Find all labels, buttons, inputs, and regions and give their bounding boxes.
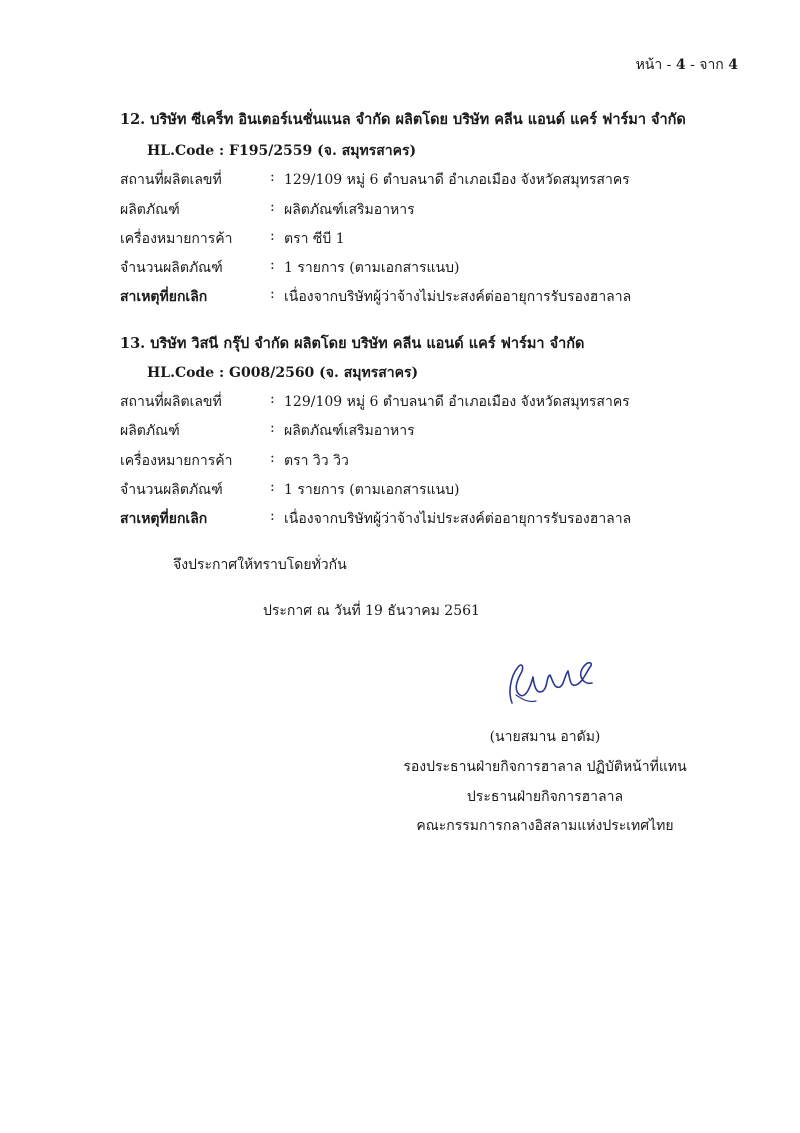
row-label: สาเหตุที่ยกเลิก	[120, 511, 208, 527]
row-value: 129/109 หมู่ 6 ตำบลนาดี อำเภอเมือง จังหวัดสมุทรสาคร	[284, 172, 630, 188]
row-label: เครื่องหมายการค้า	[120, 231, 233, 247]
row-value: 129/109 หมู่ 6 ตำบลนาดี อำเภอเมือง จังหวัดสมุทรสาคร	[284, 394, 630, 410]
page-number-total: 4	[728, 57, 738, 73]
page-number-current: 4	[675, 57, 686, 73]
row-value: 1 รายการ (ตามเอกสารแนบ)	[284, 260, 460, 276]
row-colon: :	[270, 286, 275, 302]
row-label: เครื่องหมายการค้า	[120, 453, 233, 469]
row-colon: :	[270, 169, 275, 185]
signatory-name: (นายสมาน อาดัม)	[489, 729, 601, 745]
row-value: เนื่องจากบริษัทผู้ว่าจ้างไม่ประสงค์ต่ออายุการรับรองฮาลาล	[284, 289, 632, 305]
section-12-hl-code: HL.Code : F195/2559 (จ. สมุทรสาคร)	[147, 143, 417, 159]
row-label: สถานที่ผลิตเลขที่	[120, 172, 222, 188]
page-number-middle: - จาก	[690, 57, 724, 73]
row-colon: :	[270, 228, 275, 244]
signatory-organization: คณะกรรมการกลางอิสลามแห่งประเทศไทย	[416, 818, 674, 834]
section-13-heading: 13. บริษัท วิสนี กรุ๊ป จำกัด ผลิตโดย บริษัท คลีน แอนด์ แคร์ ฟาร์มา จำกัด	[120, 335, 585, 352]
row-colon: :	[270, 450, 275, 466]
row-value: ผลิตภัณฑ์เสริมอาหาร	[284, 202, 415, 218]
announcement-date: ประกาศ ณ วันที่ 19 ธันวาคม 2561	[263, 603, 480, 619]
row-label: สาเหตุที่ยกเลิก	[120, 289, 208, 305]
signature-image	[498, 655, 608, 713]
closing-statement: จึงประกาศให้ทราบโดยทั่วกัน	[173, 557, 347, 573]
row-label: จำนวนผลิตภัณฑ์	[120, 260, 223, 276]
row-value: ตรา ซีบี 1	[284, 231, 345, 247]
row-value: เนื่องจากบริษัทผู้ว่าจ้างไม่ประสงค์ต่ออายุการรับรองฮาลาล	[284, 511, 632, 527]
page-number-prefix: หน้า -	[635, 57, 672, 73]
row-colon: :	[270, 199, 275, 215]
row-label: จำนวนผลิตภัณฑ์	[120, 482, 223, 498]
row-label: ผลิตภัณฑ์	[120, 423, 180, 439]
row-colon: :	[270, 257, 275, 273]
row-colon: :	[270, 420, 275, 436]
page-number	[636, 54, 738, 76]
row-label: สถานที่ผลิตเลขที่	[120, 394, 222, 410]
row-colon: :	[270, 479, 275, 495]
row-label: ผลิตภัณฑ์	[120, 202, 180, 218]
section-13-hl-code: HL.Code : G008/2560 (จ. สมุทรสาคร)	[147, 365, 419, 381]
section-12-heading: 12. บริษัท ซีเคร็ท อินเตอร์เนชั่นแนล จำกัด ผลิตโดย บริษัท คลีน แอนด์ แคร์ ฟาร์มา จำกัด	[120, 111, 686, 128]
signatory-position-1: รองประธานฝ่ายกิจการฮาลาล ปฏิบัติหน้าที่แทน	[403, 759, 687, 775]
row-colon: :	[270, 508, 275, 524]
row-colon: :	[270, 391, 275, 407]
row-value: ตรา วิว วิว	[284, 453, 349, 469]
signatory-position-2: ประธานฝ่ายกิจการฮาลาล	[466, 789, 624, 805]
row-value: ผลิตภัณฑ์เสริมอาหาร	[284, 423, 415, 439]
row-value: 1 รายการ (ตามเอกสารแนบ)	[284, 482, 460, 498]
